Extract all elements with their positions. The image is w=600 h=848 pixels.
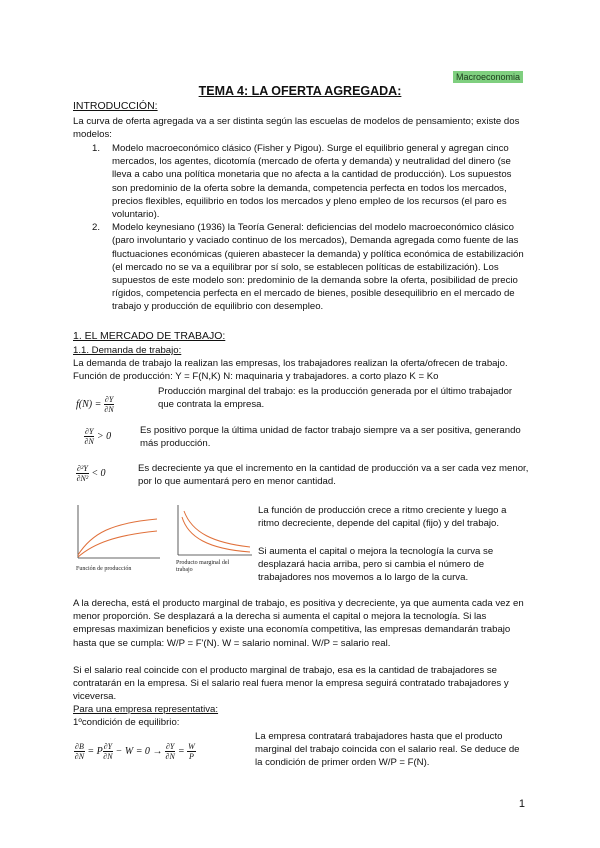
positive-derivative-formula: $\frac{\partial Y}{\partial N}$ > 0 — [84, 427, 112, 446]
graph-text-2: Si aumenta el capital o mejora la tecnología la curva se desplazará hacia arriba, pero si cambia el número de trabajadores nos movemos a lo largo de la curva. — [258, 546, 494, 584]
graph-text-1: La función de producción crece a ritmo creciente y luego a ritmo decreciente, depende del capital (fijo) y del trabajo. — [258, 505, 507, 530]
curve-high — [184, 511, 250, 547]
list-item: 1. Modelo macroeconómico clásico (Fisher y Pigou). Surge el equilibrio general y agregan cinco mercados, los agentes, dicotomía (mercado de oferta y demanda) y neutralidad del dinero (se lleva a cabo una política monetaria que no afecta a la cantidad de producción). Los supuestos son predominio de la oferta sobre la demanda, competencia perfecta en todos los mercados, precios flexibles, equilibrio en todos los mercados y pleno empleo de los recursos (el paro es voluntario). — [92, 143, 512, 221]
second-derivative-formula: $\frac{\text{∂²Y}}{\text{∂N²}}$ < 0 — [76, 464, 106, 483]
curve-low — [78, 531, 157, 557]
marginal-product-text: Producción marginal del trabajo: es la producción generada por el último trabajador que contrata la empresa. — [158, 386, 513, 411]
subsection-heading: 1.1. Demanda de trabajo: — [73, 345, 182, 356]
production-function-graph — [72, 503, 162, 565]
positive-derivative-text: Es positivo porque la última unidad de factor trabajo siempre va a ser positiva, generando más producción. — [140, 425, 521, 450]
curve-low — [182, 517, 250, 552]
intro-list — [92, 142, 528, 314]
page-number: 1 — [518, 798, 525, 810]
page-title: TEMA 4: LA OFERTA AGREGADA: — [198, 84, 402, 98]
first-order-condition-formula: $\frac{\partial B}{\partial N}$ = P $\frac{\partial Y}{\partial N}$ − W = 0 → $\frac{\partial Y}{\partial N}$ = $\frac{W}{P}$ — [74, 742, 195, 761]
equilibrium-condition-label: 1ºcondición de equilibrio: — [73, 717, 180, 728]
representative-firm-heading: Para una empresa representativa: — [73, 704, 219, 715]
marginal-product-paragraph: A la derecha, está el producto marginal de trabajo, es positiva y decreciente, ya que aumenta cada vez en menor proporción. Se desplazará a la derecha si aumenta el capital o mejora la tecnología. Si las empresas maximizan beneficios y existe una economía competitiva, las empresas demandarán trabajo hasta que se cumpla: W/P = F'(N). W = salario nominal. W/P = salario real. — [73, 598, 524, 649]
graph1-caption: Función de producción — [76, 566, 132, 572]
curve-high — [78, 519, 157, 555]
intro-heading: INTRODUCCIÓN: — [73, 100, 158, 112]
section-heading: 1. EL MERCADO DE TRABAJO: — [73, 330, 226, 342]
list-item: 2. Modelo keynesiano (1936) la Teoría General: deficiencias del modelo macroeconómico clásico (paro involuntario y vaciado continuo de los mercados), Demanda agregada como fuente de las fluctuaciones económicas (quieren abastecer la demanda) y política económica de estabilización (el mercado no se va a equilibrar por sí solo, se establecen políticas de estabilización). Los supuestos de este modelo son: predominio de la demanda sobre la oferta, posibilidad de precio rígidos, competencia perfecta en el mercado de bienes, posible desequilibrio en el mercado de trabajo y producción de equilibrio con desempleo. — [92, 222, 524, 313]
real-wage-paragraph: Si el salario real coincide con el producto marginal de trabajo, esa es la cantidad de trabajadores se contratarán en la empresa. Si el salario real fuera menor la empresa seguirá contratado trabajadores y viceversa. — [73, 665, 509, 703]
equilibrium-condition-text: La empresa contratará trabajadores hasta que el producto marginal del trabajo coincida con el salario real. Se deduce de la condición de primer orden W/P = F(N). — [255, 731, 520, 769]
second-derivative-text: Es decreciente ya que el incremento en la cantidad de producción va a ser cada vez menor, por lo que aumentará pero en menor cantidad. — [138, 463, 529, 488]
marginal-product-graph — [174, 503, 254, 561]
demand-paragraph: La demanda de trabajo la realizan las empresas, los trabajadores realizan la oferta/ofrecen de trabajo. Función de producción: Y = F(N,K) N: maquinaria y trabajadores. a corto plazo K = Ko — [73, 358, 508, 383]
graph2-caption: Producto marginal del trabajo — [176, 560, 230, 573]
subject-tag: Macroeconomia — [453, 71, 523, 83]
intro-text: La curva de oferta agregada va a ser distinta según las escuelas de modelos de pensamiento; existe dos modelos: — [73, 116, 520, 141]
marginal-product-formula: f(N) = $\frac{\partial Y}{\partial N}$ — [76, 395, 114, 414]
